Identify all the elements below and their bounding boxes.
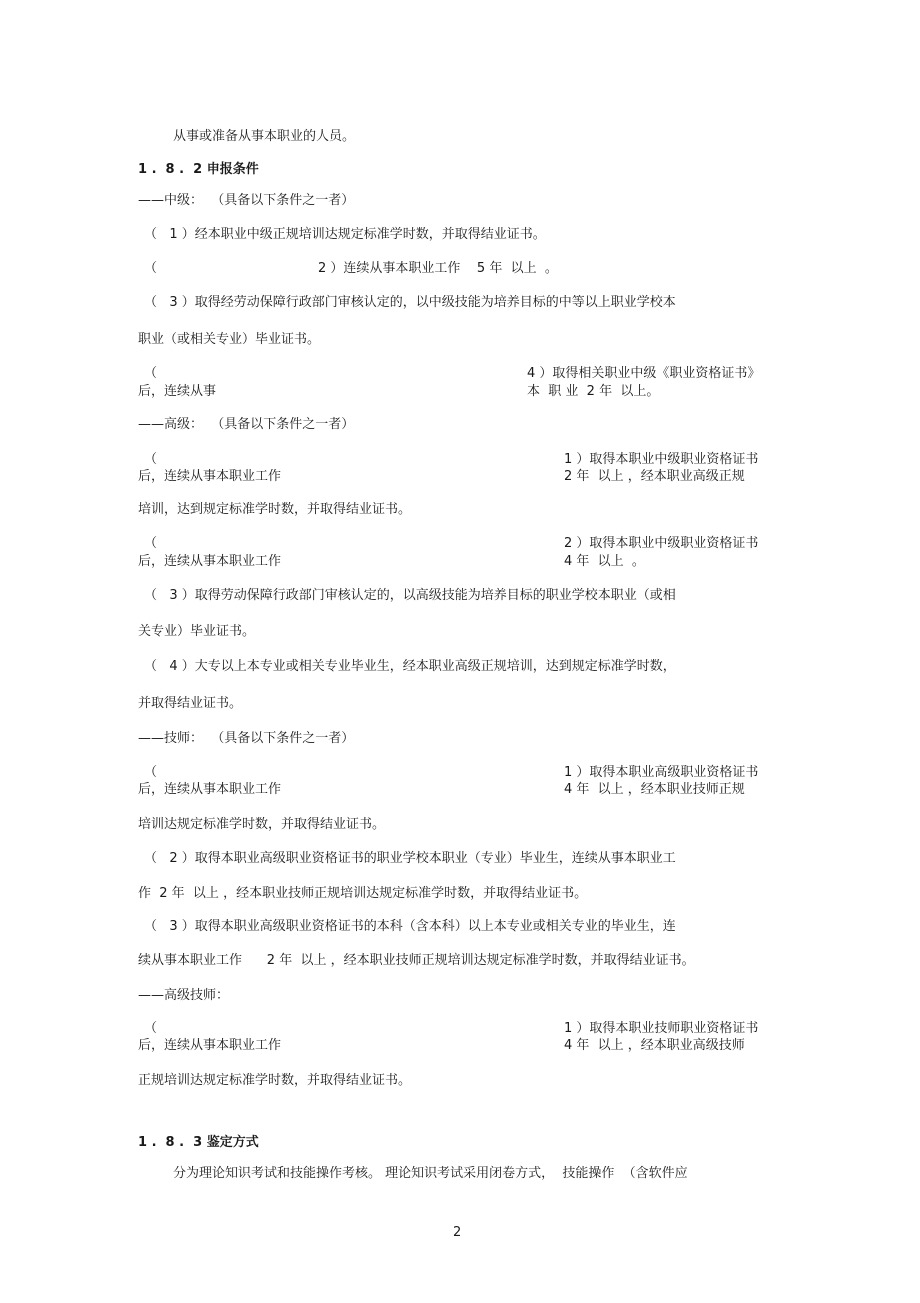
level-heading: ——技师： （具备以下条件之一者） [138, 731, 355, 746]
text-line: 4 年 以上 。 [564, 554, 645, 569]
text-line: 2 ）取得本职业中级职业资格证书 [564, 536, 759, 551]
text-line: （ 1 ）经本职业中级正规培训达规定标准学时数，并取得结业证书。 [144, 227, 546, 242]
text-line: 并取得结业证书。 [138, 696, 243, 711]
text-line: （ 4 ）大专以上本专业或相关专业毕业生，经本职业高级正规培训，达到规定标准学时数， [144, 659, 676, 674]
text-line: 后，连续从事 [138, 384, 217, 399]
text-line: 4 年 以上 ，经本职业高级技师 [564, 1038, 745, 1053]
text-line: 后，连续从事本职业工作 [138, 469, 282, 484]
text-line: 1 ）取得本职业高级职业资格证书 [564, 765, 759, 780]
text-line: （ [144, 366, 158, 381]
text-line: （ 3 ）取得经劳动保障行政部门审核认定的，以中级技能为培养目标的中等以上职业学校本 [144, 295, 676, 310]
text-line: 2 ）连续从事本职业工作 5 年 以上 。 [318, 261, 558, 276]
text-line: （ [144, 536, 158, 551]
text-line: 4 年 以上 ，经本职业技师正规 [564, 782, 745, 797]
text-line: 后，连续从事本职业工作 [138, 782, 282, 797]
level-heading: ——高级技师： [138, 988, 230, 1003]
page-number: 2 [453, 1225, 462, 1240]
text-line: 1 ）取得本职业技师职业资格证书 [564, 1021, 759, 1036]
text-line: 4 ）取得相关职业中级《职业资格证书》 [527, 366, 761, 381]
text-line: 分为理论知识考试和技能操作考核。 理论知识考试采用闭卷方式， 技能操作 （含软件应 [173, 1166, 688, 1181]
section-heading: 1 . 8 . 2 申报条件 [138, 162, 259, 177]
text-line: 关专业）毕业证书。 [138, 624, 256, 639]
level-heading: ——中级： （具备以下条件之一者） [138, 193, 355, 208]
text-line: （ [144, 1021, 158, 1036]
text-line: 正规培训达规定标准学时数，并取得结业证书。 [138, 1073, 412, 1088]
text-line: 培训达规定标准学时数，并取得结业证书。 [138, 817, 386, 832]
text-line: 后，连续从事本职业工作 [138, 1038, 282, 1053]
text-line: （ 3 ）取得本职业高级职业资格证书的本科（含本科）以上本专业或相关专业的毕业生，连 [144, 919, 676, 934]
text-line: （ [144, 765, 158, 780]
section-heading: 1 . 8 . 3 鉴定方式 [138, 1135, 259, 1150]
text-line: 后，连续从事本职业工作 [138, 554, 282, 569]
text-line: （ 2 ）取得本职业高级职业资格证书的职业学校本职业（专业）毕业生，连续从事本职业工 [144, 851, 676, 866]
text-line: 从事或准备从事本职业的人员。 [173, 129, 356, 144]
text-line: 续从事本职业工作 2 年 以上 ，经本职业技师正规培训达规定标准学时数，并取得结业证书。 [138, 953, 695, 968]
level-heading: ——高级： （具备以下条件之一者） [138, 417, 355, 432]
text-line: 职业（或相关专业）毕业证书。 [138, 332, 321, 347]
text-line: 2 年 以上 ，经本职业高级正规 [564, 469, 745, 484]
text-line: 1 ）取得本职业中级职业资格证书 [564, 452, 759, 467]
text-line: （ [144, 452, 158, 467]
text-line: 培训，达到规定标准学时数，并取得结业证书。 [138, 502, 412, 517]
text-line: （ 3 ）取得劳动保障行政部门审核认定的，以高级技能为培养目标的职业学校本职业（或相 [144, 588, 676, 603]
text-line: 作 2 年 以上 ，经本职业技师正规培训达规定标准学时数，并取得结业证书。 [138, 886, 588, 901]
text-line: 本 职 业 2 年 以上。 [527, 384, 660, 399]
text-line: （ [144, 261, 158, 276]
